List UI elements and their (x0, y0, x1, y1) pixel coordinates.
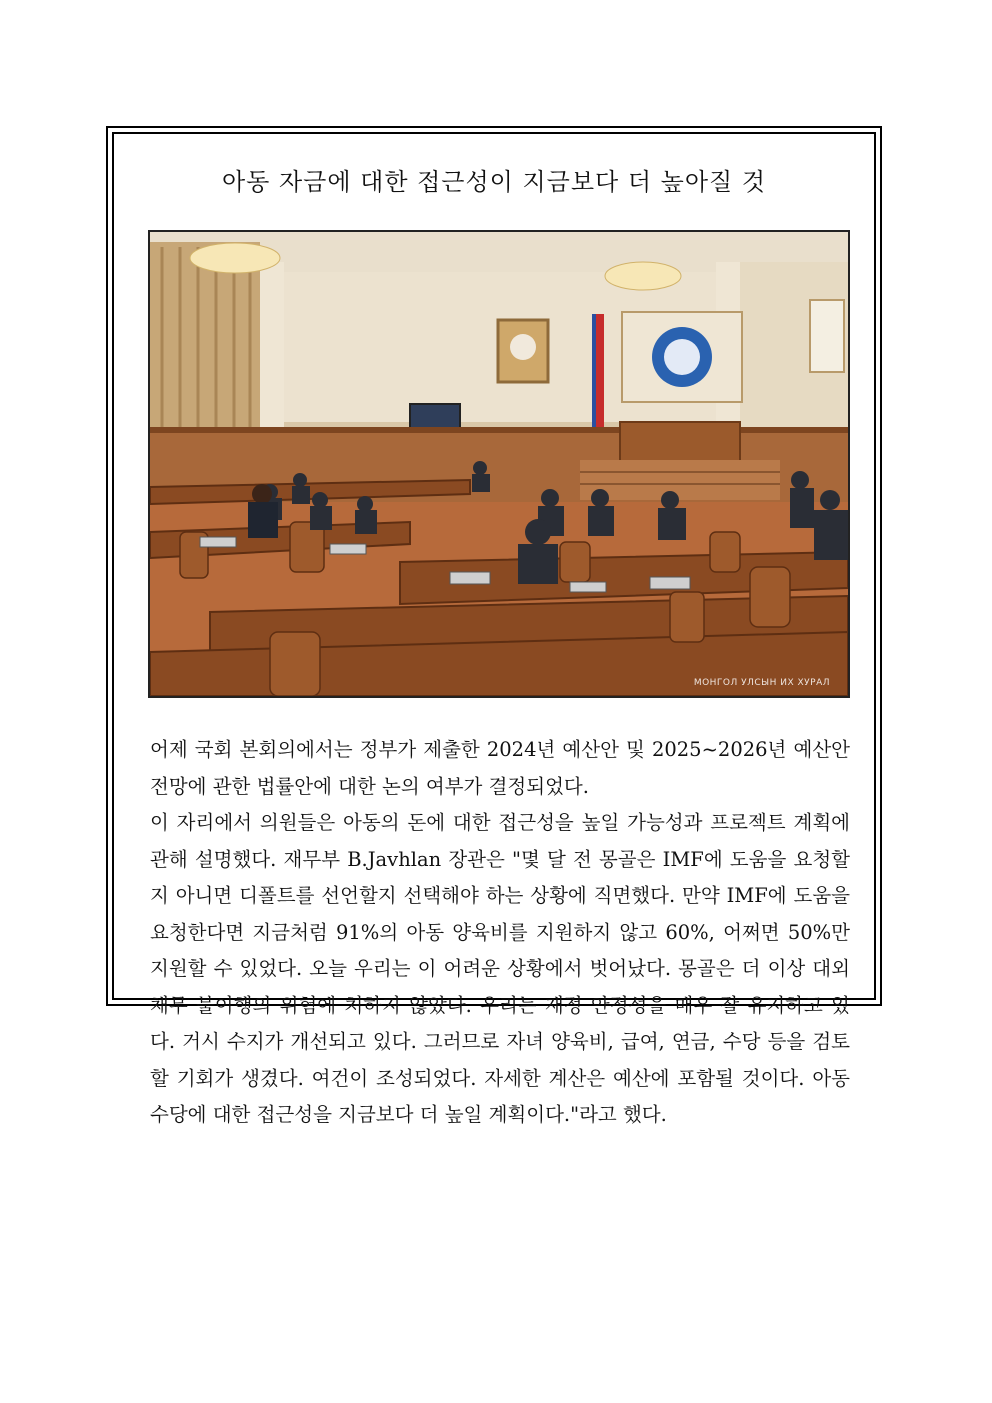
parliament-chamber-photo (148, 230, 850, 698)
paragraph-1: 어제 국회 본회의에서는 정부가 제출한 2024년 예산안 및 2025~2026년 예산안 전망에 관한 법률안에 대한 논의 여부가 결정되었다. (150, 738, 850, 798)
article-frame-inner (112, 132, 876, 1126)
photo-illustration (150, 232, 848, 696)
article-body (150, 732, 850, 1134)
photo-watermark: МОНГОЛ УЛСЫН ИХ ХУРАЛ (693, 678, 830, 688)
paragraph-2: 이 자리에서 의원들은 아동의 돈에 대한 접근성을 높일 가능성과 프로젝트 계획에 관해 설명했다. 재무부 B.Javhlan 장관은 "몇 달 전 몽골은 IMF에 도움을 요청할지 아니면 디폴트를 선언할지 선택해야 하는 상황에 직면했다. 만약 IMF에 도움을 요청한다면 지금처럼 91%의 아동 양육비를 지원하지 않고 60%, 어쩌면 50%만 지원할 수 있었다. 오늘 우리는 이 어려운 상황에서 벗어났다. 몽골은 더 이상 대외 채무 불이행의 위험에 처하지 않았다. 우리는 재정 안정성을 매우 잘 유지하고 있다. 거시 수지가 개선되고 있다. 그러므로 자녀 양육비, 급여, 연금, 수당 등을 검토할 기회가 생겼다. 여건이 조성되었다. 자세한 계산은 예산에 포함될 것이다. 아동수당에 대한 접근성을 지금보다 더 높일 계획이다."라고 했다. (150, 811, 850, 1126)
article-title: 아동 자금에 대한 접근성이 지금보다 더 높아질 것 (221, 168, 767, 196)
article-frame (106, 126, 882, 1126)
